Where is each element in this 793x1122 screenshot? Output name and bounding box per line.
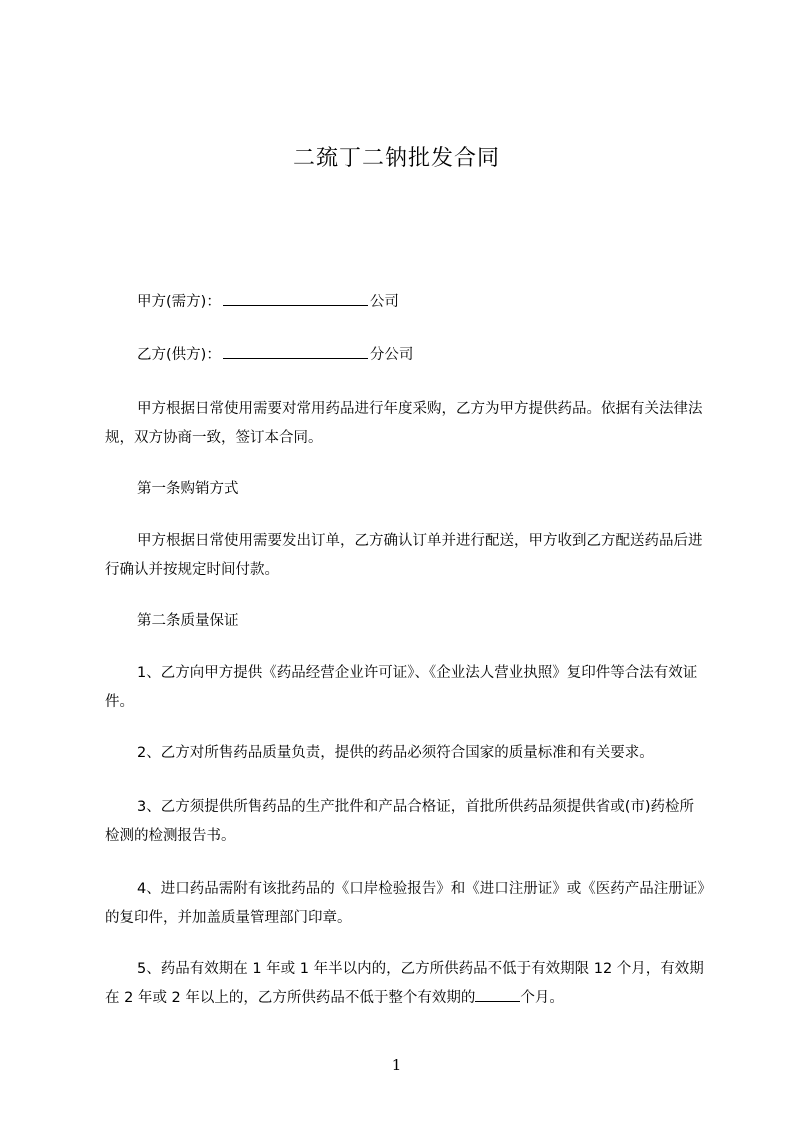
article2-item-4: 4、进口药品需附有该批药品的《口岸检验报告》和《进口注册证》或《医药产品注册证》的复印件，并加盖质量管理部门印章。 [105, 881, 705, 926]
article2-item-3: 3、乙方须提供所售药品的生产批件和产品合格证，首批所供药品须提供省或(市)药检所检测的检测报告书。 [105, 799, 695, 844]
party-b-blank[interactable] [223, 344, 368, 359]
article2-item-5-suffix: 个月。 [520, 990, 564, 1006]
page-number: 1 [391, 1056, 402, 1074]
document-title: 二巯丁二钠批发合同 [292, 146, 500, 171]
article1-heading: 第一条购销方式 [137, 481, 239, 497]
party-b-label: 乙方(供方)： [137, 347, 221, 363]
article2-item-1: 1、乙方向甲方提供《药品经营企业许可证》、《企业法人营业执照》复印件等合法有效证件。 [105, 665, 698, 710]
party-a-blank[interactable] [223, 291, 368, 306]
validity-months-blank[interactable] [475, 987, 520, 1002]
party-b-line [137, 344, 737, 365]
party-a-line [137, 291, 737, 312]
party-a-label: 甲方(需方)： [137, 294, 221, 310]
article2-item-5-text: 5、药品有效期在 1 年或 1 年半以内的，乙方所供药品不低于有效期限 12 个月，有效期在 2 年或 2 年以上的，乙方所供药品不低于整个有效期的 [105, 961, 704, 1006]
article2-heading: 第二条质量保证 [137, 613, 239, 629]
intro-paragraph: 甲方根据日常使用需要对常用药品进行年度采购，乙方为甲方提供药品。依据有关法律法规，双方协商一致，签订本合同。 [105, 401, 703, 446]
article2-item-2: 2、乙方对所售药品质量负责，提供的药品必须符合国家的质量标准和有关要求。 [137, 745, 654, 761]
party-b-suffix: 分公司 [369, 347, 414, 363]
article2-item-5 [105, 955, 705, 1013]
party-a-suffix: 公司 [369, 294, 399, 310]
article1-paragraph: 甲方根据日常使用需要发出订单，乙方确认订单并进行配送，甲方收到乙方配送药品后进行确认并按规定时间付款。 [105, 533, 703, 578]
